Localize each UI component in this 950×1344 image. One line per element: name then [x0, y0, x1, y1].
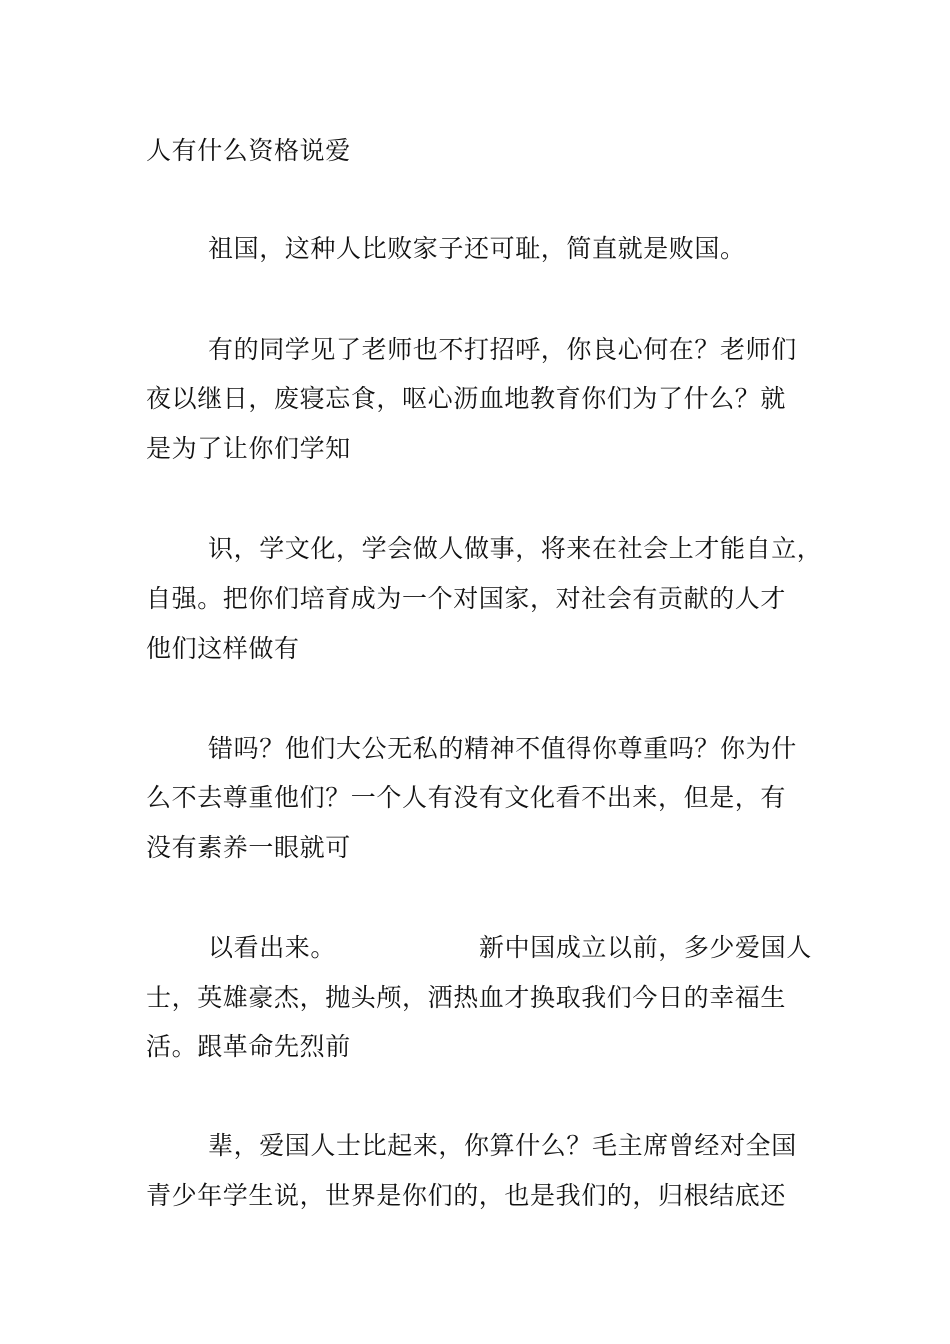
paragraph-line: 祖国，这种人比败家子还可耻，简直就是败国。: [208, 234, 746, 263]
paragraph-line: 辈，爱国人士比起来，你算什么？毛主席曾经对全国: [208, 1131, 797, 1160]
paragraph-line: 夜以继日，废寝忘食，呕心沥血地教育你们为了什么？就: [146, 384, 787, 413]
paragraph-line: 青少年学生说，世界是你们的，也是我们的，归根结底还: [146, 1181, 787, 1210]
paragraph-line: 活。跟革命先烈前: [146, 1032, 351, 1061]
paragraph-line-end: 新中国成立以前，多少爱国人: [479, 933, 812, 962]
paragraph-line: 有的同学见了老师也不打招呼，你良心何在？老师们: [208, 335, 797, 364]
paragraph-line: 识，学文化，学会做人做事，将来在社会上才能自立，: [208, 534, 823, 563]
paragraph-line: 自强。把你们培育成为一个对国家，对社会有贡献的人才: [146, 584, 787, 613]
paragraph-line: 士，英雄豪杰，抛头颅，洒热血才换取我们今日的幸福生: [146, 983, 787, 1012]
paragraph-line: 错吗？他们大公无私的精神不值得你尊重吗？你为什: [208, 734, 797, 763]
paragraph-line-start: 以看出来。: [208, 933, 337, 962]
paragraph-line: 么不去尊重他们？一个人有没有文化看不出来，但是，有: [146, 783, 787, 812]
paragraph-line: [208, 933, 812, 963]
paragraph-line: 他们这样做有: [146, 634, 300, 663]
paragraph-line: 没有素养一眼就可: [146, 833, 351, 862]
document-title: 人有什么资格说爱: [146, 136, 351, 165]
paragraph-line: 是为了让你们学知: [146, 434, 351, 463]
